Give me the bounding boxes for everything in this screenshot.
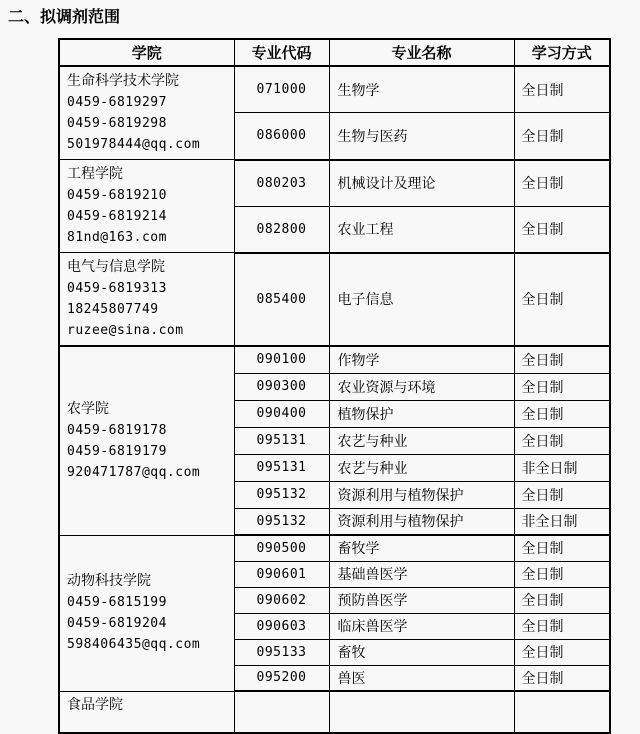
major-name-cell: 农业工程 [329, 206, 514, 253]
college-block [59, 346, 610, 535]
table-row [59, 346, 610, 373]
major-name-cell: 临床兽医学 [329, 613, 514, 639]
table-row [59, 160, 610, 207]
study-mode-cell: 全日制 [514, 587, 610, 613]
study-mode-cell: 全日制 [514, 346, 610, 373]
study-mode-cell: 全日制 [514, 613, 610, 639]
study-mode-cell: 全日制 [514, 665, 610, 691]
major-name-cell: 电子信息 [329, 253, 514, 347]
college-cell [59, 66, 234, 160]
major-code-cell: 082800 [234, 206, 329, 253]
major-code-cell: 071000 [234, 66, 329, 113]
study-mode-cell: 全日制 [514, 373, 610, 400]
college-cell [59, 535, 234, 691]
major-code-cell: 090400 [234, 400, 329, 427]
major-name-cell: 资源利用与植物保护 [329, 481, 514, 508]
college-phone: 0459-6819178 [67, 422, 167, 438]
major-code-cell: 086000 [234, 113, 329, 160]
adjustment-scope-table [58, 38, 611, 734]
major-code-cell: 090500 [234, 535, 329, 561]
major-code-cell: 095131 [234, 454, 329, 481]
header-row [59, 39, 610, 66]
college-email: 598406435@qq.com [67, 637, 201, 652]
college-email: 501978444@qq.com [67, 137, 201, 152]
college-phone: 0459-6819298 [67, 116, 167, 131]
college-block [59, 160, 610, 253]
table-row [59, 535, 610, 561]
study-mode-cell [514, 691, 610, 733]
college-name: 工程学院 [67, 166, 123, 182]
study-mode-cell: 全日制 [514, 253, 610, 347]
college-phone: 0459-6819210 [67, 188, 167, 203]
major-name-cell: 预防兽医学 [329, 587, 514, 613]
college-block-clipped [59, 691, 610, 733]
college-name: 农学院 [67, 400, 109, 417]
study-mode-cell: 全日制 [514, 160, 610, 207]
major-code-cell: 095131 [234, 427, 329, 454]
column-header-college: 学院 [59, 39, 234, 66]
major-name-cell: 兽医 [329, 665, 514, 691]
college-phone: 18245807749 [67, 302, 159, 317]
study-mode-cell: 全日制 [514, 427, 610, 454]
major-code-cell: 080203 [234, 160, 329, 207]
major-code-cell: 095132 [234, 481, 329, 508]
major-code-cell: 085400 [234, 253, 329, 347]
column-header-major-code: 专业代码 [234, 39, 329, 66]
major-name-cell [329, 691, 514, 733]
column-header-major-name: 专业名称 [329, 39, 514, 66]
college-phone: 0459-6819313 [67, 281, 167, 296]
college-phone: 0459-6819204 [67, 616, 167, 631]
college-cell [59, 160, 234, 253]
college-phone: 0459-6819179 [67, 443, 167, 459]
major-name-cell: 农艺与种业 [329, 454, 514, 481]
major-name-cell: 畜牧学 [329, 535, 514, 561]
study-mode-cell: 全日制 [514, 113, 610, 160]
college-email: 920471787@qq.com [67, 464, 201, 480]
major-name-cell: 畜牧 [329, 639, 514, 665]
college-block [59, 66, 610, 160]
table-row [59, 66, 610, 113]
college-phone: 0459-6815199 [67, 595, 167, 610]
major-code-cell: 090603 [234, 613, 329, 639]
major-code-cell: 090300 [234, 373, 329, 400]
college-block [59, 253, 610, 347]
table-row [59, 253, 610, 347]
study-mode-cell: 非全日制 [514, 454, 610, 481]
study-mode-cell: 全日制 [514, 400, 610, 427]
major-code-cell: 095200 [234, 665, 329, 691]
major-name-cell: 基础兽医学 [329, 561, 514, 587]
college-cell [59, 346, 234, 535]
study-mode-cell: 全日制 [514, 206, 610, 253]
column-header-study-mode: 学习方式 [514, 39, 610, 66]
study-mode-cell: 全日制 [514, 639, 610, 665]
study-mode-cell: 全日制 [514, 561, 610, 587]
study-mode-cell: 全日制 [514, 481, 610, 508]
major-name-cell: 植物保护 [329, 400, 514, 427]
college-name: 生命科学技术学院 [67, 73, 179, 89]
college-cell [59, 253, 234, 347]
major-name-cell: 作物学 [329, 346, 514, 373]
college-name: 动物科技学院 [67, 573, 151, 589]
college-email: 81nd@163.com [67, 230, 167, 245]
major-name-cell: 生物学 [329, 66, 514, 113]
major-name-cell: 资源利用与植物保护 [329, 508, 514, 535]
major-name-cell: 农艺与种业 [329, 427, 514, 454]
major-code-cell: 090601 [234, 561, 329, 587]
study-mode-cell: 全日制 [514, 66, 610, 113]
college-phone: 0459-6819297 [67, 95, 167, 110]
page-title: 二、拟调剂范围 [8, 7, 121, 26]
college-email: ruzee@sina.com [67, 323, 184, 338]
college-phone: 0459-6819214 [67, 209, 167, 224]
table-row [59, 691, 610, 733]
major-code-cell: 090602 [234, 587, 329, 613]
study-mode-cell: 全日制 [514, 535, 610, 561]
major-code-cell [234, 691, 329, 733]
major-name-cell: 机械设计及理论 [329, 160, 514, 207]
major-code-cell: 095133 [234, 639, 329, 665]
major-code-cell: 090100 [234, 346, 329, 373]
study-mode-cell: 非全日制 [514, 508, 610, 535]
college-name: 电气与信息学院 [67, 259, 165, 275]
major-name-cell: 生物与医药 [329, 113, 514, 160]
college-cell [59, 691, 234, 733]
major-name-cell: 农业资源与环境 [329, 373, 514, 400]
major-code-cell: 095132 [234, 508, 329, 535]
college-block [59, 535, 610, 691]
college-name: 食品学院 [67, 696, 123, 713]
